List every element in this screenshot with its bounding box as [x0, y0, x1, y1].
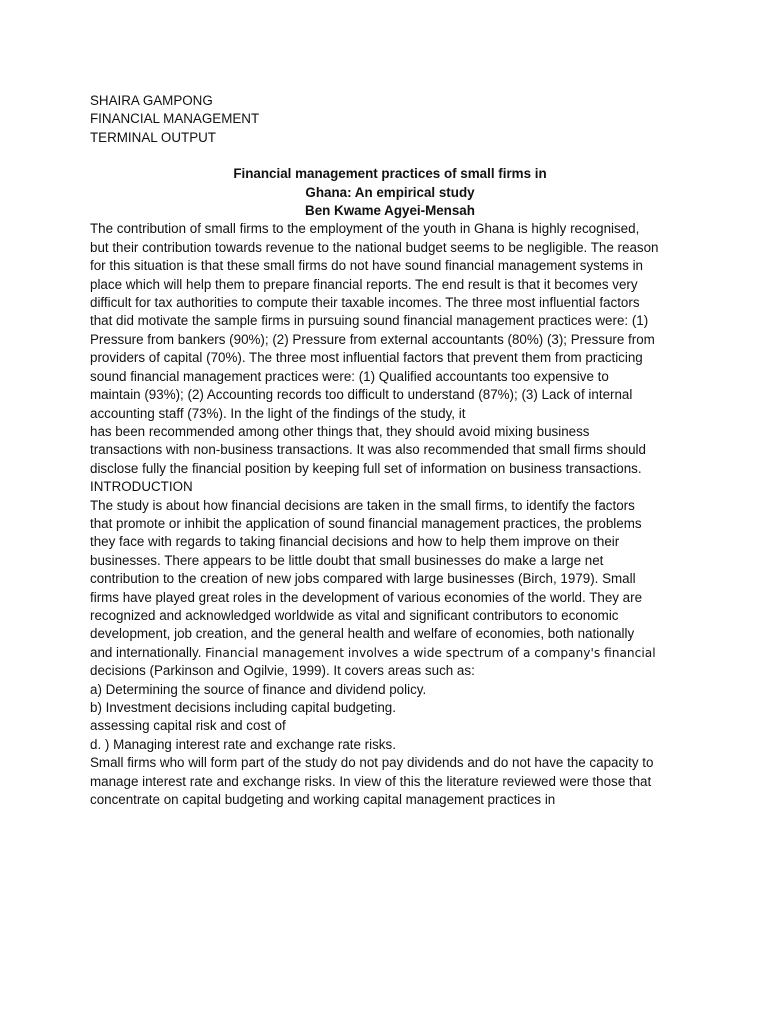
body-line: The study is about how financial decisions are taken in the small firms, to identify the factors	[90, 497, 635, 513]
abstract-line: The contribution of small firms to the employment of the youth in Ghana is highly recognised,	[90, 221, 640, 237]
author-header	[90, 92, 690, 147]
abstract-line: has been recommended among other things that, they should avoid mixing business	[90, 423, 590, 439]
body-line-mixed	[90, 644, 690, 662]
body-line: Small firms who will form part of the study do not pay dividends and do not have the capacity to	[90, 755, 654, 771]
paper-title-block	[90, 165, 690, 220]
list-item: d. ) Managing interest rate and exchange rate risks.	[90, 736, 396, 752]
abstract-line: providers of capital (70%). The three most influential factors that prevent them from practicing	[90, 350, 643, 366]
abstract-line: transactions with non-business transactions. It was also recommended that small firms should	[90, 442, 646, 458]
abstract-line: accounting staff (73%). In the light of the findings of the study, it	[90, 405, 466, 421]
abstract-line: for this situation is that these small firms do not have sound financial management systems in	[90, 258, 644, 274]
abstract-line: but their contribution towards revenue to the national budget seems to be negligible. The reason	[90, 239, 659, 255]
body-line: manage interest rate and exchange risks. In view of this the literature reviewed were those that	[90, 773, 652, 789]
document-page	[90, 92, 690, 809]
finance-areas-list	[90, 681, 690, 755]
abstract-line: place which will help them to prepare financial reports. The end result is that it becomes very	[90, 276, 638, 292]
body-line: that promote or inhibit the application of sound financial management practices, the problems	[90, 515, 642, 531]
list-item: assessing capital risk and cost of	[90, 718, 286, 734]
course-name: FINANCIAL MANAGEMENT	[90, 111, 260, 127]
list-item: b) Investment decisions including capital budgeting.	[90, 700, 396, 715]
body-line: contribution to the creation of new jobs compared with large businesses (Birch, 1979). Small	[90, 571, 636, 587]
body-line: development, job creation, and the general health and welfare of economies, both nationally	[90, 626, 635, 642]
body-text-segment-alt-font: Financial management involves a wide spectrum of a company's financial	[205, 645, 656, 660]
list-item: a) Determining the source of finance and dividend policy.	[90, 681, 427, 697]
abstract-paragraph	[90, 220, 690, 478]
paper-title-line-2: Ghana: An empirical study	[305, 184, 475, 200]
abstract-line: difficult for tax authorities to compute their taxable incomes. The three most influential factors	[90, 295, 640, 311]
body-line: recognized and acknowledged worldwide as vital and significant contributors to economic	[90, 607, 619, 623]
author-name: SHAIRA GAMPONG	[90, 93, 213, 108]
body-text-segment: and internationally.	[90, 644, 206, 660]
introduction-paragraph-2	[90, 754, 690, 809]
introduction-paragraph-1	[90, 497, 690, 681]
section-heading-introduction: INTRODUCTION	[90, 479, 193, 495]
output-type: TERMINAL OUTPUT	[90, 129, 216, 145]
abstract-line: Pressure from bankers (90%); (2) Pressure from external accountants (80%) (3); Pressure from	[90, 331, 655, 347]
abstract-line: maintain (93%); (2) Accounting records too difficult to understand (87%); (3) Lack of internal	[90, 387, 633, 403]
abstract-line: sound financial management practices were: (1) Qualified accountants too expensive to	[90, 368, 609, 384]
body-line: they face with regards to taking financial decisions and how to help them improve on their	[90, 534, 620, 550]
paper-author: Ben Kwame Agyei-Mensah	[305, 203, 475, 219]
abstract-line: that did motivate the sample firms in pursuing sound financial management practices were: (1)	[90, 313, 649, 329]
body-line: decisions (Parkinson and Ogilvie, 1999). It covers areas such as:	[90, 663, 475, 679]
paper-title-line-1: Financial management practices of small firms in	[233, 166, 547, 182]
body-line: firms have played great roles in the development of various economies of the world. They are	[90, 589, 643, 605]
body-line: concentrate on capital budgeting and working capital management practices in	[90, 792, 556, 808]
body-line: businesses. There appears to be little doubt that small businesses do make a large net	[90, 552, 604, 568]
abstract-line: disclose fully the financial position by keeping full set of information on business transactions.	[90, 460, 642, 476]
